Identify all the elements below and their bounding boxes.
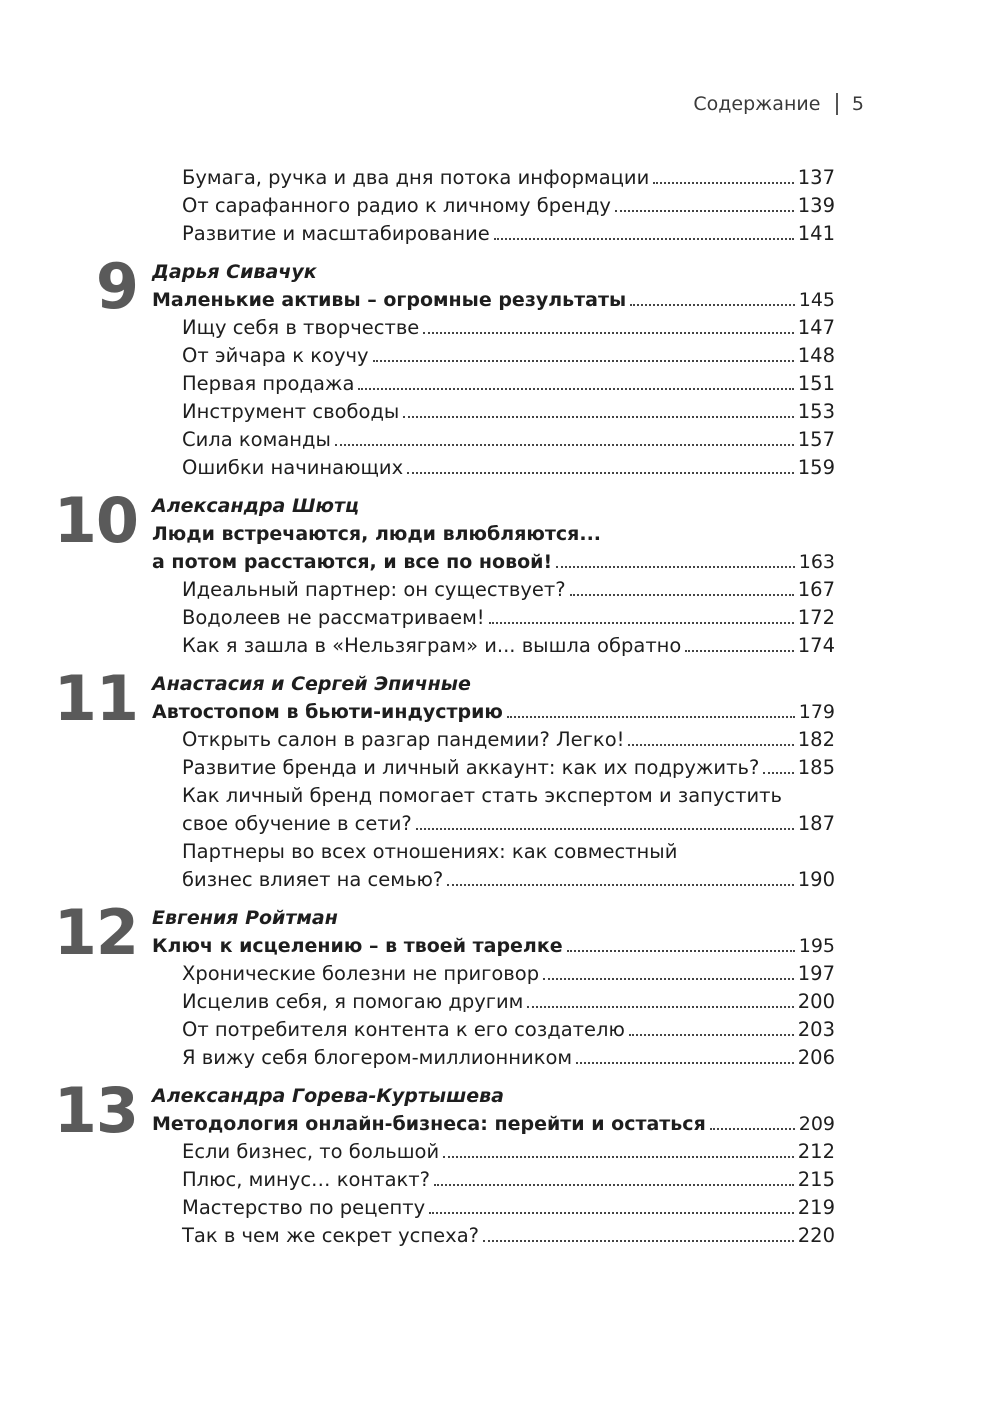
toc-entry — [182, 454, 835, 482]
toc-entry — [182, 632, 835, 660]
entry-title: Открыть салон в разгар пандемии? Легко! — [182, 728, 625, 751]
entry-page: 163 — [798, 551, 835, 573]
entry-title: Исцелив себя, я помогаю другим — [182, 990, 524, 1013]
entry-title: Автостопом в бьюти-индустрию — [152, 701, 503, 723]
dot-leader — [628, 742, 793, 746]
entry-page: 157 — [797, 428, 835, 451]
entry-page: 172 — [797, 606, 835, 629]
dot-leader — [653, 180, 793, 184]
entry-title: Если бизнес, то большой — [182, 1140, 440, 1163]
entry-title: Развитие бренда и личный аккаунт: как их подружить? — [182, 756, 760, 779]
chapter-author: Анастасия и Сергей Эпичные — [152, 673, 471, 695]
entry-title: От сарафанного радио к личному бренду — [182, 194, 611, 217]
entry-title: Инструмент свободы — [182, 400, 400, 423]
running-header — [693, 93, 864, 115]
entry-title: Мастерство по рецепту — [182, 1196, 426, 1219]
dot-leader — [416, 826, 794, 830]
dot-leader — [434, 1182, 794, 1186]
dot-leader — [567, 948, 795, 952]
toc-entry — [182, 220, 835, 248]
entry-page: 203 — [797, 1018, 835, 1041]
dot-leader — [429, 1210, 794, 1214]
toc-entry — [182, 988, 835, 1016]
entry-page: 182 — [797, 728, 835, 751]
chapters-list — [0, 250, 1000, 1250]
toc-entry — [182, 1044, 835, 1072]
chapter-block — [0, 250, 1000, 482]
chapter-block — [0, 662, 1000, 894]
toc-entry — [182, 164, 835, 192]
toc-entry — [182, 426, 835, 454]
dot-leader — [407, 470, 794, 474]
entry-title: Развитие и масштабирование — [182, 222, 490, 245]
entry-page: 219 — [797, 1196, 835, 1219]
chapter-number: 10 — [53, 484, 138, 557]
entry-page: 197 — [797, 962, 835, 985]
entry-page: 148 — [797, 344, 835, 367]
entry-title: Ошибки начинающих — [182, 456, 404, 479]
entry-title: От эйчара к коучу — [182, 344, 369, 367]
dot-leader — [527, 1004, 793, 1008]
entry-title: От потребителя контента к его создателю — [182, 1018, 625, 1041]
chapter-title — [152, 698, 835, 726]
toc-entry — [182, 1138, 835, 1166]
entry-page: 159 — [797, 456, 835, 479]
toc-entry — [182, 314, 835, 342]
toc-entry — [182, 726, 835, 754]
toc-entry — [182, 192, 835, 220]
chapter-author: Дарья Сивачук — [152, 261, 317, 283]
chapter-block — [0, 484, 1000, 660]
entry-page: 212 — [797, 1140, 835, 1163]
toc-entry — [182, 604, 835, 632]
entry-page: 220 — [797, 1224, 835, 1247]
dot-leader — [763, 770, 793, 774]
dot-leader — [373, 358, 794, 362]
entry-page: 195 — [798, 935, 835, 957]
entry-title: Методология онлайн-бизнеса: перейти и остаться — [152, 1113, 706, 1135]
entry-title: Плюс, минус… контакт? — [182, 1168, 431, 1191]
entry-title: Бумага, ручка и два дня потока информации — [182, 166, 650, 189]
entry-title: Я вижу себя блогером-миллионником — [182, 1046, 573, 1069]
entry-page: 151 — [797, 372, 835, 395]
entry-title: бизнес влияет на семью? — [182, 868, 444, 891]
entry-title: Маленькие активы – огромные результаты — [152, 289, 627, 311]
entry-title: а потом расстаются, и все по новой! — [152, 551, 553, 573]
dot-leader — [710, 1126, 795, 1130]
toc-entry — [182, 1222, 835, 1250]
dot-leader — [507, 714, 795, 718]
chapter-title — [152, 932, 835, 960]
chapter-author: Александра Горева-Куртышева — [152, 1085, 504, 1107]
entry-title: Первая продажа — [182, 372, 355, 395]
dot-leader — [629, 1032, 794, 1036]
dot-leader — [576, 1060, 794, 1064]
entry-title: Как я зашла в «Нельзяграм» и... вышла обратно — [182, 634, 682, 657]
dot-leader — [570, 592, 794, 596]
entry-page: 139 — [797, 194, 835, 217]
chapter-number: 11 — [53, 662, 138, 735]
entry-title: Водолеев не рассматриваем! — [182, 606, 485, 629]
toc-entry — [182, 370, 835, 398]
entry-title: Ключ к исцелению – в твоей тарелке — [152, 935, 563, 957]
entry-page: 209 — [798, 1113, 835, 1135]
entry-title: Сила команды — [182, 428, 331, 451]
entry-page: 174 — [797, 634, 835, 657]
entry-page: 145 — [798, 289, 835, 311]
chapter-number: 9 — [95, 250, 138, 323]
dot-leader — [556, 564, 795, 568]
dot-leader — [489, 620, 794, 624]
entry-page: 187 — [797, 812, 835, 835]
entry-page: 185 — [797, 756, 835, 779]
entry-page: 206 — [797, 1046, 835, 1069]
toc-entry — [182, 1194, 835, 1222]
entry-title: Так в чем же секрет успеха? — [182, 1224, 479, 1247]
toc-entry — [182, 1166, 835, 1194]
page-number: 5 — [851, 93, 864, 115]
toc-entry — [182, 810, 835, 838]
dot-leader — [335, 442, 794, 446]
dot-leader — [483, 1238, 794, 1242]
toc-entry — [182, 960, 835, 988]
chapter-block — [0, 896, 1000, 1072]
entry-title: Идеальный партнер: он существует? — [182, 578, 566, 601]
chapter-block — [0, 1074, 1000, 1250]
toc-entry — [182, 1016, 835, 1044]
intro-entries — [0, 164, 1000, 248]
chapter-author: Евгения Ройтман — [152, 907, 338, 929]
chapter-number: 12 — [53, 896, 138, 969]
chapter-number: 13 — [53, 1074, 138, 1147]
chapter-author: Александра Шютц — [152, 495, 360, 517]
entry-page: 153 — [797, 400, 835, 423]
entry-page: 215 — [797, 1168, 835, 1191]
dot-leader — [403, 414, 793, 418]
chapter-title — [152, 286, 835, 314]
table-of-contents — [0, 164, 1000, 1250]
entry-page: 137 — [797, 166, 835, 189]
dot-leader — [685, 648, 793, 652]
toc-entry-line: Партнеры во всех отношениях: как совместный — [182, 840, 678, 863]
entry-page: 147 — [797, 316, 835, 339]
entry-title: Хронические болезни не приговор — [182, 962, 540, 985]
toc-entry — [182, 398, 835, 426]
entry-title: Ищу себя в творчестве — [182, 316, 420, 339]
entry-title: свое обучение в сети? — [182, 812, 412, 835]
dot-leader — [447, 882, 794, 886]
entry-page: 167 — [797, 578, 835, 601]
dot-leader — [443, 1154, 794, 1158]
section-title: Содержание — [693, 93, 821, 115]
toc-entry — [182, 754, 835, 782]
chapter-title — [152, 1110, 835, 1138]
toc-entry — [182, 576, 835, 604]
chapter-title-line: Люди встречаются, люди влюбляются... — [152, 523, 602, 545]
entry-page: 141 — [797, 222, 835, 245]
dot-leader — [615, 208, 794, 212]
dot-leader — [358, 386, 793, 390]
entry-page: 200 — [797, 990, 835, 1013]
dot-leader — [494, 236, 794, 240]
entry-page: 179 — [798, 701, 835, 723]
dot-leader — [630, 302, 795, 306]
header-divider — [836, 93, 838, 115]
toc-entry-line: Как личный бренд помогает стать экспертом и запустить — [182, 784, 783, 807]
toc-entry — [182, 866, 835, 894]
dot-leader — [423, 330, 793, 334]
chapter-title — [152, 548, 835, 576]
dot-leader — [543, 976, 794, 980]
toc-entry — [182, 342, 835, 370]
entry-page: 190 — [797, 868, 835, 891]
